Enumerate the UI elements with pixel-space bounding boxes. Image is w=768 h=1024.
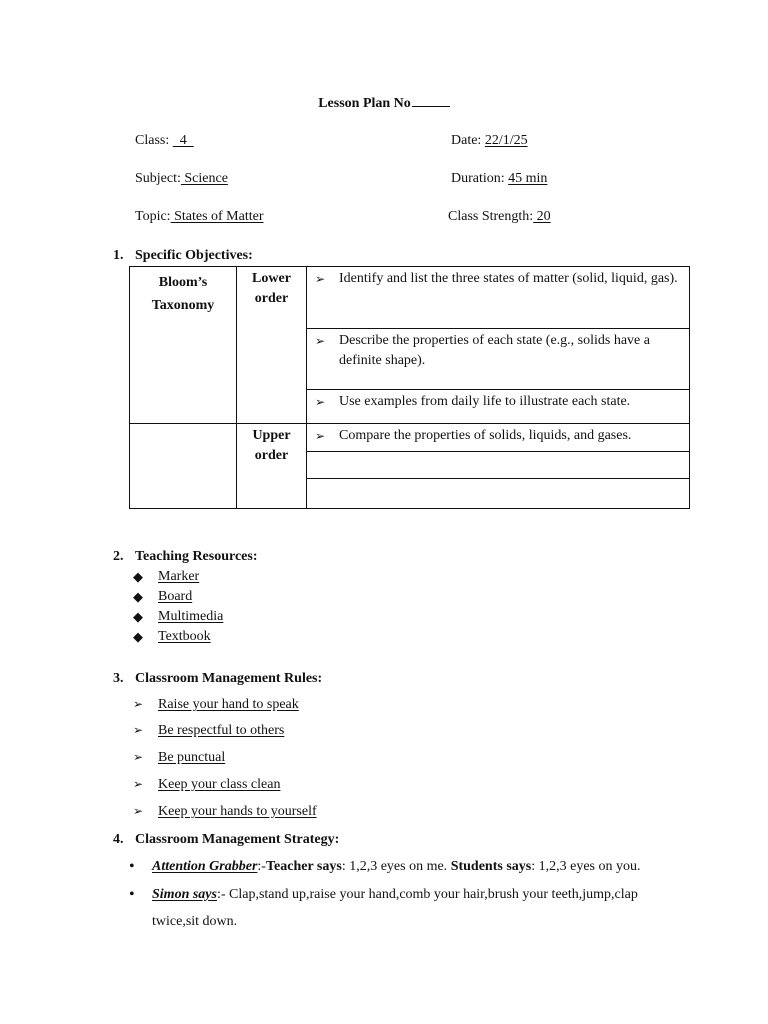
strategy-attention-grabber: Attention Grabber:-Teacher says: 1,2,3 eyes on me. Students says: 1,2,3 eyes on you. bbox=[152, 859, 641, 874]
lower-objective: ➢ Identify and list the three states of matter (solid, liquid, gas). bbox=[307, 267, 690, 329]
lower-objective: ➢ Use examples from daily life to illustrate each state. bbox=[307, 390, 690, 424]
taxonomy-header: Bloom’s Taxonomy bbox=[130, 267, 237, 424]
section-heading-rules: 3. Classroom Management Rules: bbox=[113, 671, 323, 686]
date-value: 22/1/25 bbox=[484, 133, 528, 148]
class-field: Class: 4 bbox=[135, 133, 194, 148]
arrow-bullet-icon: ➢ bbox=[133, 777, 144, 791]
lower-order-label: Lower order bbox=[237, 267, 307, 424]
upper-objective-empty bbox=[307, 452, 690, 479]
arrow-bullet-icon: ➢ bbox=[133, 750, 144, 764]
taxonomy-spacer bbox=[130, 424, 237, 509]
strategy-simon-says: Simon says:- Clap,stand up,raise your hand,comb your hair,brush your teeth,jump,clap bbox=[152, 887, 638, 902]
arrow-bullet-icon: ➢ bbox=[133, 804, 144, 818]
topic-value: States of Matter bbox=[170, 209, 264, 224]
class-strength-value: 20 bbox=[533, 209, 551, 224]
section-heading-objectives: 1. Specific Objectives: bbox=[113, 248, 253, 263]
lesson-number-blank bbox=[412, 94, 450, 107]
dot-bullet-icon: • bbox=[129, 886, 135, 903]
diamond-bullet-icon: ◆ bbox=[133, 589, 143, 604]
arrow-bullet-icon: ➢ bbox=[315, 395, 326, 409]
arrow-bullet-icon: ➢ bbox=[133, 697, 144, 711]
arrow-bullet-icon: ➢ bbox=[315, 272, 326, 286]
page-title: Lesson Plan No bbox=[0, 94, 768, 112]
dot-bullet-icon: • bbox=[129, 858, 135, 875]
class-value: 4 bbox=[172, 133, 194, 148]
subject-field: Subject: Science bbox=[135, 171, 228, 186]
section-heading-resources: 2. Teaching Resources: bbox=[113, 549, 258, 564]
upper-order-label: Upper order bbox=[237, 424, 307, 509]
diamond-bullet-icon: ◆ bbox=[133, 569, 143, 584]
upper-objective: ➢ Compare the properties of solids, liquids, and gases. bbox=[307, 424, 690, 452]
section-heading-strategy: 4. Classroom Management Strategy: bbox=[113, 832, 340, 847]
date-field: Date: 22/1/25 bbox=[451, 133, 528, 148]
topic-field: Topic: States of Matter bbox=[135, 209, 264, 224]
duration-value: 45 min bbox=[508, 171, 548, 186]
arrow-bullet-icon: ➢ bbox=[315, 334, 326, 348]
subject-value: Science bbox=[180, 171, 228, 186]
diamond-bullet-icon: ◆ bbox=[133, 629, 143, 644]
lower-objective: ➢ Describe the properties of each state (e.g., solids have a definite shape). bbox=[307, 329, 690, 390]
diamond-bullet-icon: ◆ bbox=[133, 609, 143, 624]
duration-field: Duration: 45 min bbox=[451, 171, 548, 186]
arrow-bullet-icon: ➢ bbox=[133, 723, 144, 737]
upper-objective-empty bbox=[307, 479, 690, 509]
arrow-bullet-icon: ➢ bbox=[315, 429, 326, 443]
blooms-taxonomy-table bbox=[129, 266, 690, 509]
strategy-simon-says-continued: twice,sit down. bbox=[152, 914, 238, 929]
class-strength-field: Class Strength: 20 bbox=[448, 209, 551, 224]
